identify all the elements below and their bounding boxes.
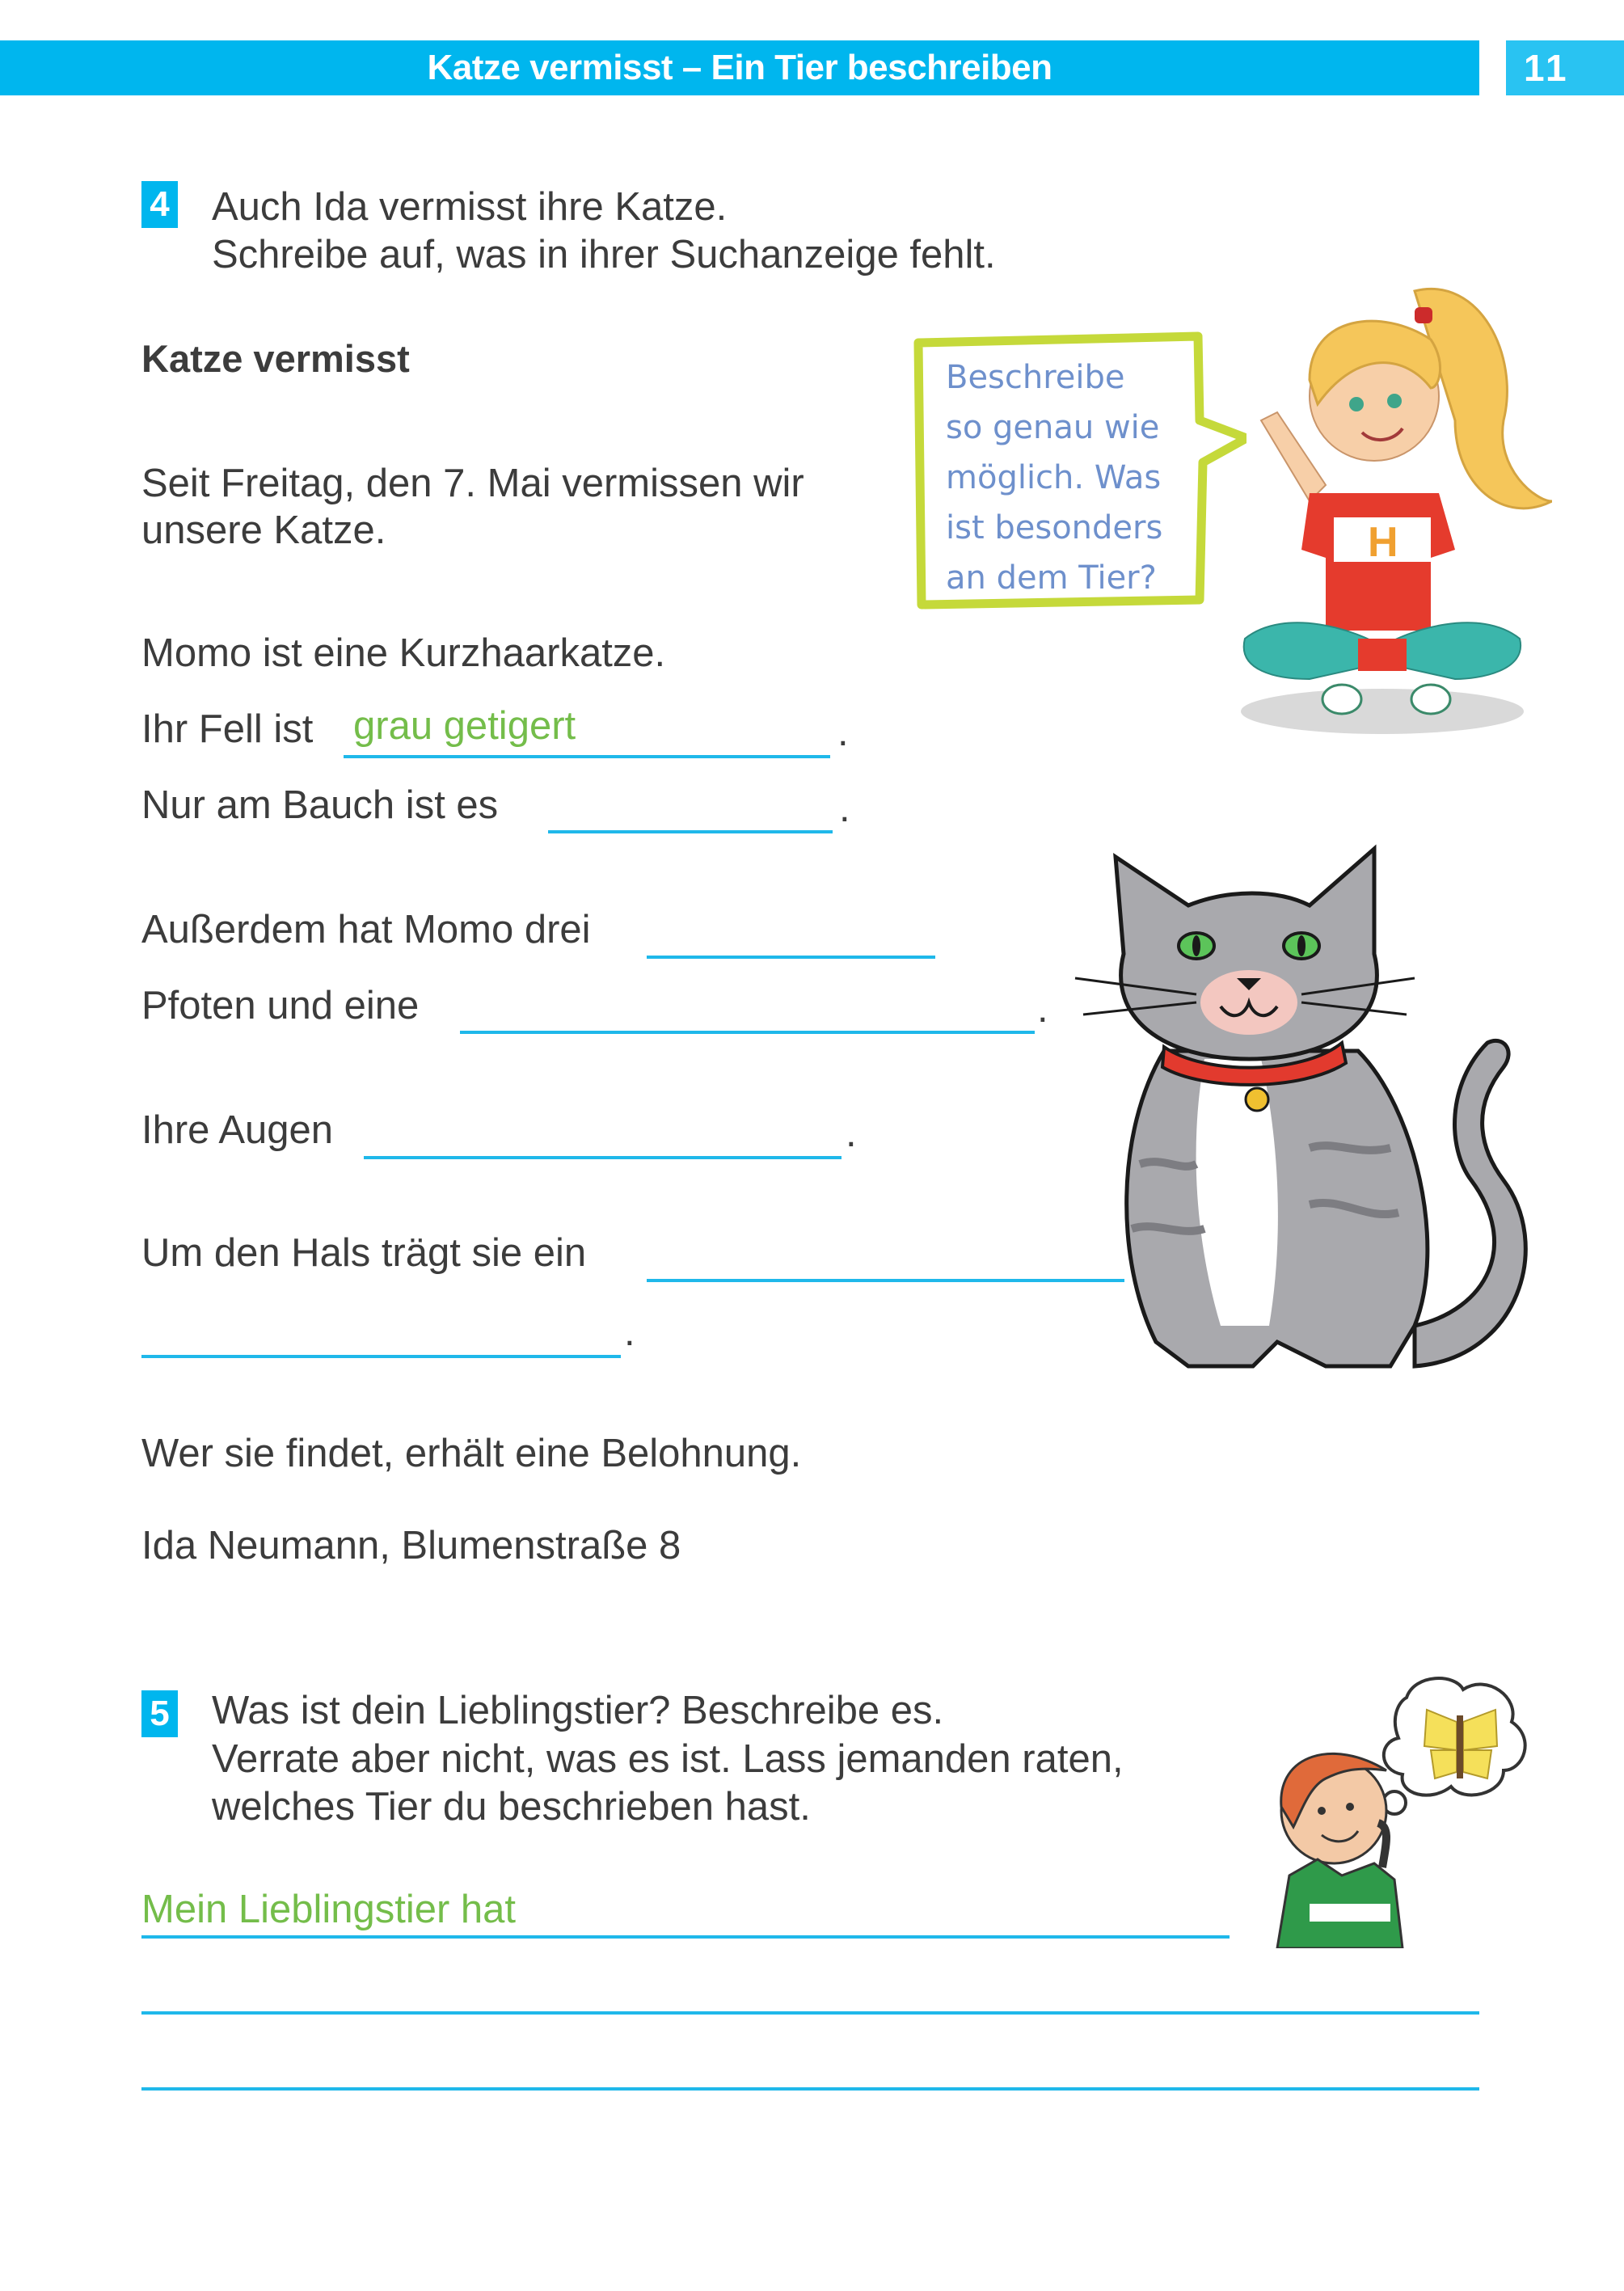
belly-prefix: Nur am Bauch ist es [141, 783, 499, 827]
eyes-blank-line[interactable] [364, 1156, 842, 1159]
ad-intro-line-2: unsere Katze. [141, 508, 386, 552]
paw-blank-line[interactable] [460, 1031, 1035, 1034]
bubble-line: Beschreibe [946, 359, 1125, 396]
page-number: 11 [1524, 47, 1570, 89]
period: . [624, 1310, 635, 1354]
neck-blank-line-1[interactable] [647, 1279, 1124, 1282]
bubble-line: möglich. Was [946, 459, 1162, 496]
task5-instruction-line-3: welches Tier du beschrieben hast. [212, 1785, 811, 1829]
girl-illustration-icon [1213, 259, 1552, 744]
task4-instruction-line-2: Schreibe auf, was in ihrer Suchanzeige fehlt. [212, 233, 996, 276]
answer-line-2[interactable] [141, 2011, 1479, 2015]
neck-blank-line-2[interactable] [141, 1355, 621, 1358]
belly-blank-line[interactable] [548, 830, 833, 833]
period: . [837, 711, 849, 754]
task5-instruction-line-2: Verrate aber nicht, was es ist. Lass jemanden raten, [212, 1737, 1124, 1781]
speech-bubble [913, 330, 1200, 613]
ad-reward: Wer sie findet, erhält eine Belohnung. [141, 1432, 802, 1475]
page-title: Katze vermisst – Ein Tier beschreiben [427, 48, 1052, 87]
bubble-line: ist besonders [946, 509, 1163, 546]
task-number-5: 5 [141, 1690, 178, 1737]
eyes-prefix: Ihre Augen [141, 1108, 334, 1152]
ad-intro-line-1: Seit Freitag, den 7. Mai vermissen wir [141, 462, 804, 505]
period: . [839, 787, 850, 830]
bubble-line: so genau wie [946, 409, 1160, 446]
fur-prefix: Ihr Fell ist [141, 707, 314, 751]
answer-line-1[interactable] [141, 1935, 1230, 1939]
period: . [1037, 987, 1048, 1031]
speech-bubble-text [946, 352, 1162, 603]
answer-start-text[interactable]: Mein Lieblingstier hat [141, 1888, 517, 1931]
period: . [846, 1112, 857, 1155]
ad-heading: Katze vermisst [141, 337, 410, 380]
boy-thinking-illustration-icon [1245, 1665, 1536, 1948]
ad-signature: Ida Neumann, Blumenstraße 8 [141, 1524, 681, 1567]
paws-color-blank-line[interactable] [647, 956, 935, 959]
page-number-box [1506, 40, 1624, 95]
cat-illustration-icon [1067, 841, 1536, 1390]
bubble-line: an dem Tier? [946, 559, 1157, 597]
neck-prefix: Um den Hals trägt sie ein [141, 1231, 587, 1275]
task4-instruction-line-1: Auch Ida vermisst ihre Katze. [212, 185, 728, 229]
ad-breed: Momo ist eine Kurzhaarkatze. [141, 631, 666, 675]
svg-text:H: H [1368, 519, 1398, 566]
task5-instruction-line-1: Was ist dein Lieblingstier? Beschreibe es. [212, 1689, 944, 1732]
paws-2-prefix: Pfoten und eine [141, 984, 420, 1027]
answer-line-3[interactable] [141, 2087, 1479, 2091]
header-bar [0, 40, 1479, 95]
task-number-4: 4 [141, 181, 178, 228]
fur-blank-line[interactable] [344, 755, 830, 758]
paws-prefix: Außerdem hat Momo drei [141, 908, 591, 951]
fur-answer[interactable]: grau getigert [353, 704, 576, 748]
